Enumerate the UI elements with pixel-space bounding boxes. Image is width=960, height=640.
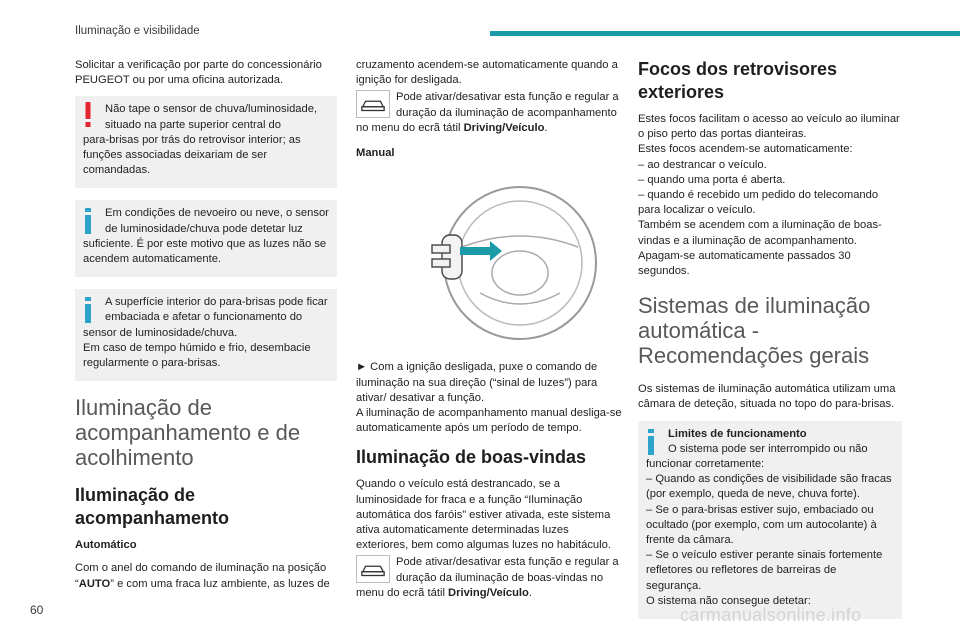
- automatic-paragraph: Com o anel do comando de iluminação na posição “AUTO” e com uma fraca luz ambiente, as luzes de: [75, 562, 330, 590]
- manual-paragraph: ► Com a ignição desligada, puxe o comando de iluminação na sua direção (“sinal de luzes”) para ativar/ desativar a função.: [356, 361, 598, 404]
- limits-last: O sistema não consegue detetar:: [646, 594, 811, 607]
- warning-callout: [75, 96, 337, 188]
- info-text-2: Em caso de tempo húmido e frio, desembacie regularmente o para-brisas.: [83, 341, 311, 370]
- mirror-paragraph-4: Apagam-se automaticamente passados 30 segundos.: [638, 249, 851, 278]
- car-settings-icon: [356, 90, 390, 118]
- page-number: 60: [30, 603, 44, 617]
- warning-text: para-brisas por trás do retrovisor interior; as funções associadas deixariam de ser comandadas.: [83, 133, 301, 177]
- watermark: carmanualsonline.info: [680, 605, 862, 625]
- list-item: – Se o para-brisas estiver sujo, embaciado ou ocultado (por exemplo, com um autocolante) à frente da câmara.: [646, 503, 877, 547]
- list-item: – quando é recebido um pedido do telecomando para localizar o veículo.: [638, 189, 879, 217]
- list-item: – ao destrancar o veículo.: [638, 158, 767, 171]
- info-line-1: A superfície interior do para-brisas pode ficar: [105, 296, 328, 309]
- running-header: Iluminação e visibilidade: [75, 25, 200, 37]
- list-item: – Se o veículo estiver perante sinais fortemente refletores ou refletores de barreiras de segurança.: [646, 549, 883, 592]
- subheading-manual: Manual: [356, 147, 395, 160]
- mirror-paragraph-3: Também se acendem com a iluminação de boas-vindas e a iluminação de acompanhamento.: [638, 219, 882, 247]
- limits-text: funcionar corretamente:: [646, 458, 765, 471]
- note-line-2: duração da iluminação de acompanhamento: [396, 106, 617, 119]
- info-icon: [85, 208, 91, 234]
- continued-paragraph: cruzamento acendem-se automaticamente quando a ignição for desligada.: [356, 59, 618, 87]
- welcome-paragraph: Quando o veículo está destrancado, se a luminosidade for fraca e a função “Iluminação automática dos faróis” estiver ativada, este sistema ativa automaticamente determinadas luzes exteriores, bem como algumas luzes no habitáculo.: [356, 478, 611, 552]
- header-accent-bar: [490, 31, 960, 36]
- subsection-title-welcome: Iluminação de boas-vindas: [356, 447, 587, 468]
- mirror-list: [638, 158, 902, 219]
- section-title-auto-lighting: Sistemas de iluminação automática - Recomendações gerais: [638, 293, 871, 369]
- note-line-3: no menu do ecrã tátil Driving/Veículo.: [356, 121, 548, 134]
- subsection-title-mirror-lights: Focos dos retrovisores exteriores: [638, 59, 838, 102]
- info-callout-fog: [75, 200, 337, 277]
- column-3: [638, 58, 902, 631]
- auto-lighting-paragraph: Os sistemas de iluminação automática utilizam uma câmara de deteção, situada no topo do para-brisas.: [638, 383, 896, 411]
- info-line-2: de luminosidade/chuva pode detetar luz: [105, 222, 303, 235]
- info-line-2: embaciada e afetar o funcionamento do: [105, 311, 303, 324]
- steering-wheel-illustration: [402, 175, 602, 345]
- column-1: [75, 58, 337, 600]
- subsection-title-follow-me: Iluminação de acompanhamento: [75, 485, 230, 529]
- subheading-automatic: Automático: [75, 539, 137, 552]
- info-callout-windscreen: [75, 289, 337, 381]
- mirror-paragraph-2: Estes focos acendem-se automaticamente:: [638, 143, 853, 156]
- warning-line-1: Não tape o sensor de chuva/luminosidade,: [105, 103, 318, 116]
- section-title-lighting: Iluminação de acompanhamento e de acolhimento: [75, 395, 301, 471]
- list-item: – Quando as condições de visibilidade são fracas (por exemplo, queda de neve, chuva forte).: [646, 473, 892, 501]
- limits-line-2: O sistema pode ser interrompido ou não: [668, 442, 868, 455]
- info-line-1: Em condições de nevoeiro ou neve, o sensor: [105, 207, 329, 220]
- info-text: sensor de luminosidade/chuva.: [83, 326, 238, 339]
- note-line-2: duração da iluminação de boas-vindas no: [396, 571, 604, 584]
- info-icon: [85, 297, 91, 323]
- warning-line-2: situado na parte superior central do: [105, 118, 282, 131]
- note-line-1: Pode ativar/desativar esta função e regular a: [396, 556, 619, 569]
- mirror-paragraph: Estes focos facilitam o acesso ao veículo ao iluminar o piso perto das portas dianteiras.: [638, 113, 900, 141]
- info-text: suficiente. É por este motivo que as luzes não se acendem automaticamente.: [83, 237, 327, 266]
- manual-paragraph-2: A iluminação de acompanhamento manual desliga-se automaticamente após um período de tempo.: [356, 407, 622, 435]
- car-settings-icon: [356, 555, 390, 583]
- touchscreen-note: [356, 90, 622, 136]
- info-callout-limits: [638, 421, 902, 619]
- info-icon: [648, 429, 654, 455]
- list-item: – quando uma porta é aberta.: [638, 173, 786, 186]
- note-line-1: Pode ativar/desativar esta função e regular a: [396, 91, 619, 104]
- limits-title: Limites de funcionamento: [668, 427, 807, 440]
- auto-keyword: AUTO: [78, 577, 111, 590]
- warning-icon: [83, 102, 93, 128]
- note-line-3: menu do ecrã tátil Driving/Veículo.: [356, 586, 532, 599]
- touchscreen-note-2: [356, 555, 622, 601]
- intro-paragraph: Solicitar a verificação por parte do concessionário PEUGEOT ou por uma oficina autorizada.: [75, 59, 322, 87]
- column-2: [356, 58, 622, 601]
